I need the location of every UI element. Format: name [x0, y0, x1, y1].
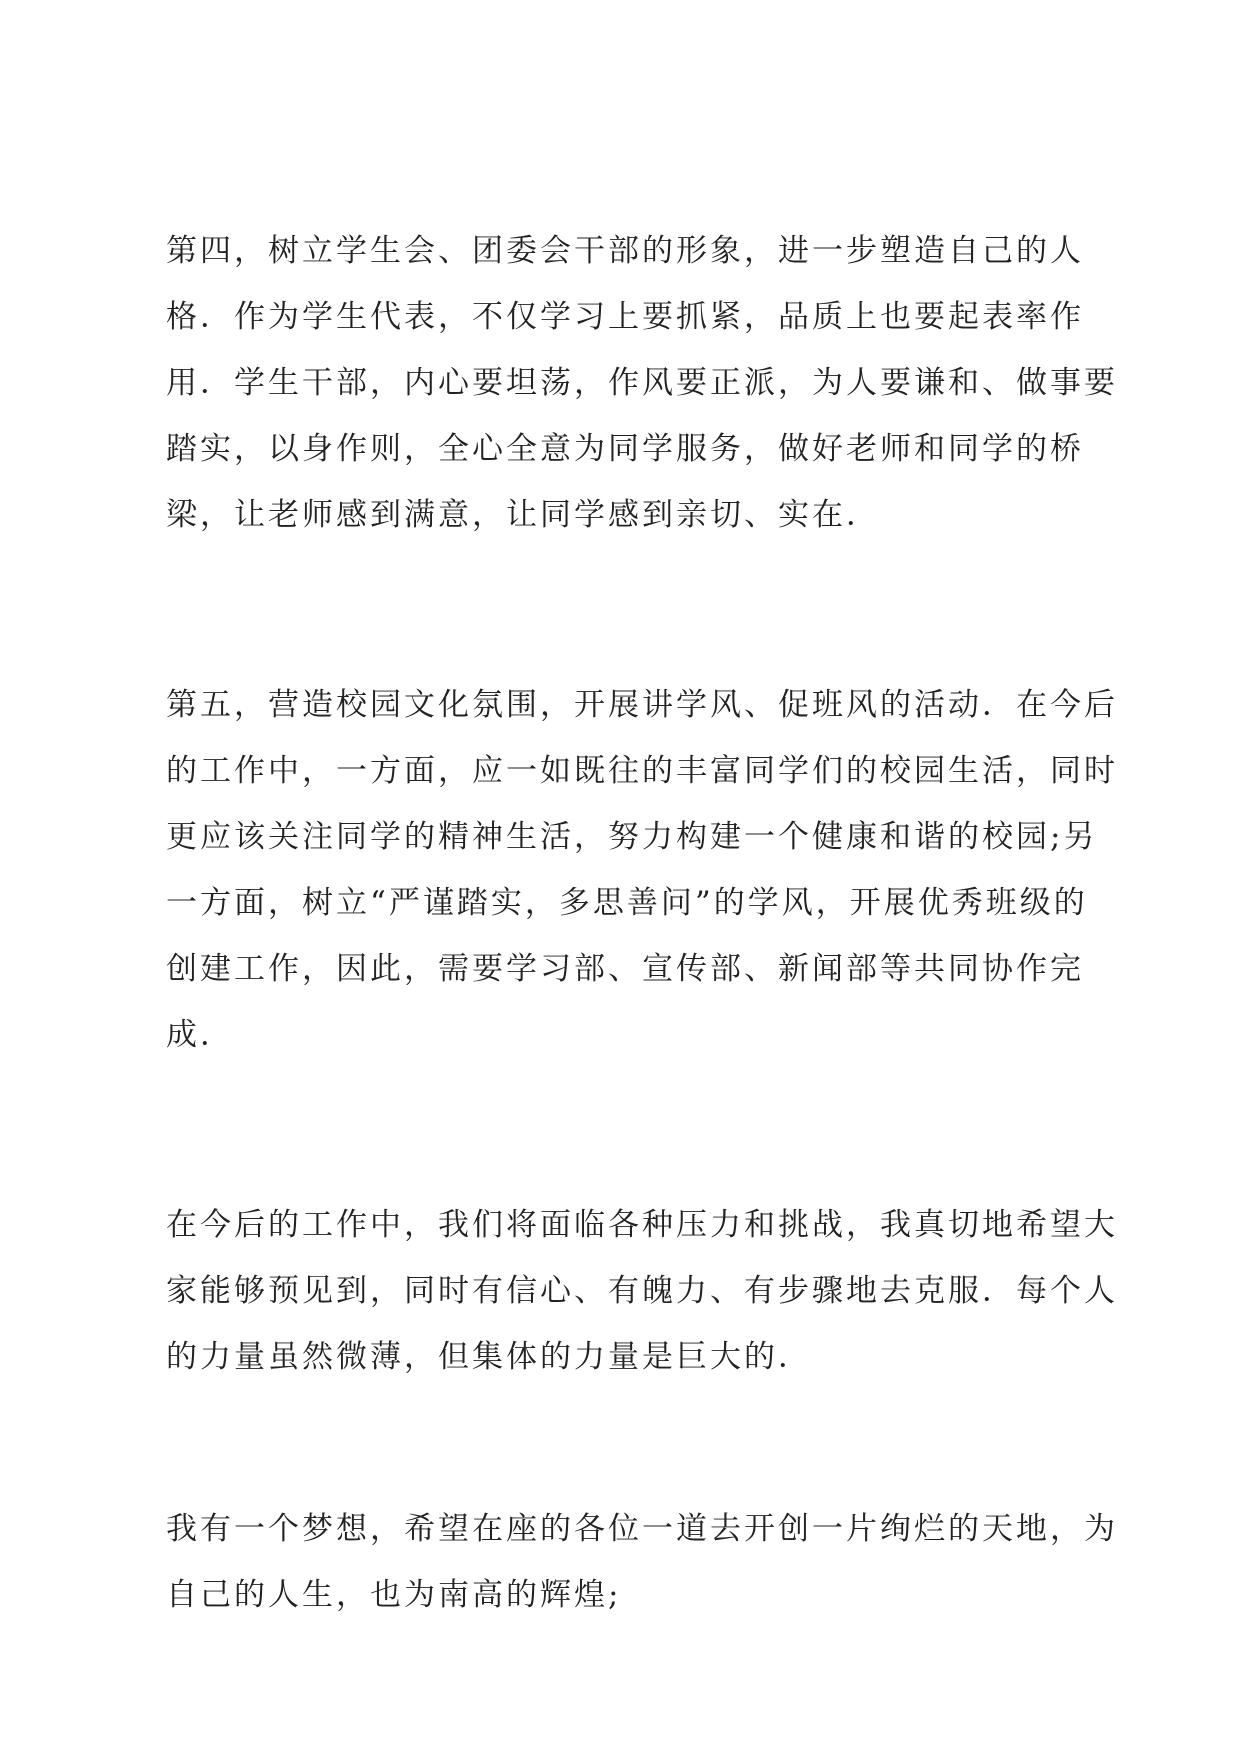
paragraph-line: 在今后的工作中，我们将面临各种压力和挑战，我真切地希望大	[166, 1207, 1118, 1243]
paragraph-line: 第四，树立学生会、团委会干部的形象，进一步塑造自己的人	[166, 233, 1084, 269]
paragraph-spacer	[166, 1068, 1096, 1192]
paragraph-future-work	[166, 1192, 1118, 1390]
paragraph-4	[166, 218, 1118, 548]
paragraph-line: 的力量虽然微薄，但集体的力量是巨大的．	[166, 1339, 812, 1375]
paragraph-spacer	[166, 1390, 1096, 1496]
paragraph-line: 自己的人生，也为南高的辉煌;	[166, 1577, 622, 1613]
paragraph-line: 成．	[166, 1017, 234, 1053]
document-body	[166, 218, 1118, 1628]
paragraph-line: 更应该关注同学的精神生活，努力构建一个健康和谐的校园;另	[166, 819, 1098, 855]
paragraph-5	[166, 672, 1118, 1068]
paragraph-line: 踏实，以身作则，全心全意为同学服务，做好老师和同学的桥	[166, 431, 1084, 467]
paragraph-line: 的工作中，一方面，应一如既往的丰富同学们的校园生活，同时	[166, 753, 1118, 789]
paragraph-line: 一方面，树立“严谨踏实，多思善问”的学风，开展优秀班级的	[166, 885, 1088, 921]
paragraph-line: 我有一个梦想，希望在座的各位一道去开创一片绚烂的天地，为	[166, 1511, 1118, 1547]
paragraph-line: 家能够预见到，同时有信心、有魄力、有步骤地去克服．每个人	[166, 1273, 1118, 1309]
paragraph-line: 创建工作，因此，需要学习部、宣传部、新闻部等共同协作完	[166, 951, 1084, 987]
paragraph-line: 第五，营造校园文化氛围，开展讲学风、促班风的活动．在今后	[166, 687, 1118, 723]
paragraph-dream	[166, 1496, 1118, 1628]
paragraph-spacer	[166, 548, 1096, 672]
paragraph-line: 梁，让老师感到满意，让同学感到亲切、实在．	[166, 497, 880, 533]
paragraph-line: 用．学生干部，内心要坦荡，作风要正派，为人要谦和、做事要	[166, 365, 1118, 401]
paragraph-line: 格．作为学生代表，不仅学习上要抓紧，品质上也要起表率作	[166, 299, 1084, 335]
